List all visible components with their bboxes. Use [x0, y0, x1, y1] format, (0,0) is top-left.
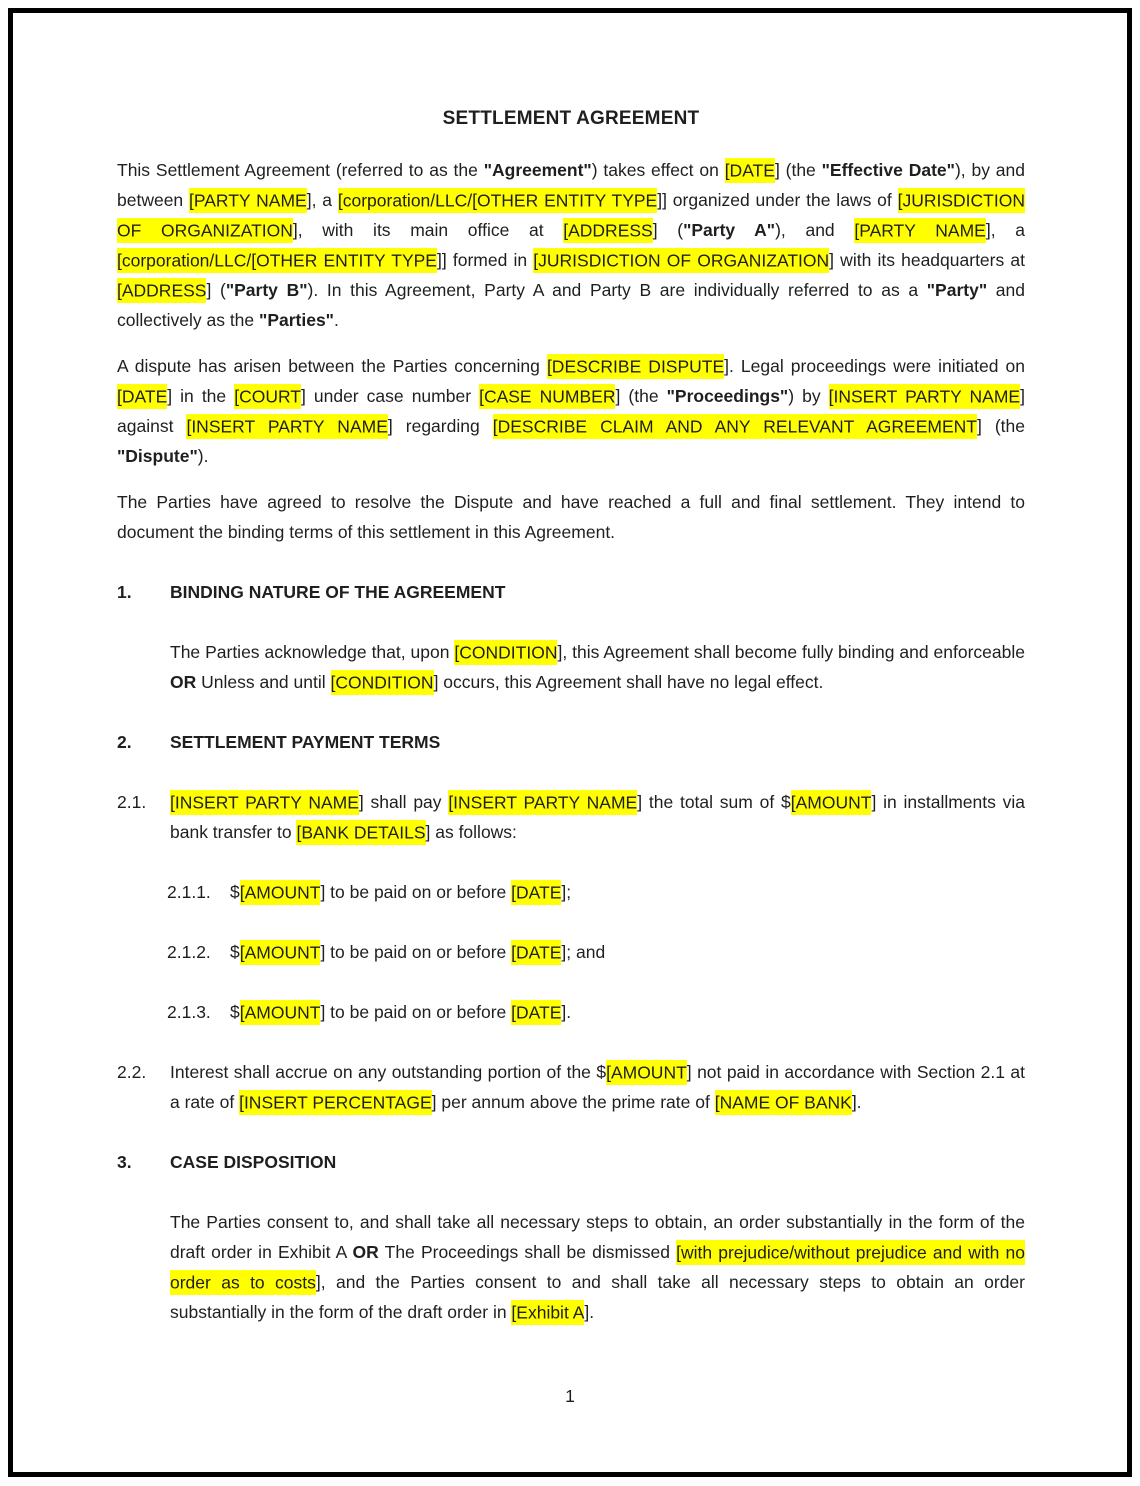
clause-2-1-2-text	[230, 937, 1025, 967]
intro-paragraph	[117, 155, 1025, 335]
text-run: Interest shall accrue on any outstanding portion of the $	[170, 1062, 607, 1082]
clause-2-2-number: 2.2.	[117, 1062, 147, 1082]
document-title: SETTLEMENT AGREEMENT	[442, 108, 700, 129]
clause-2-1-3	[167, 997, 1025, 1027]
text-run: Unless and until	[196, 672, 331, 692]
text-run: ].	[561, 1002, 572, 1022]
bold-text: "Party A"	[683, 220, 776, 240]
text-run: ];	[561, 882, 572, 902]
text-run: ) by	[788, 386, 829, 406]
placeholder-highlight: [JURISDICTION OF ORGANIZATION	[117, 188, 1025, 243]
text-run: ] (the	[976, 416, 1025, 436]
placeholder-highlight: [PARTY NAME	[189, 188, 307, 213]
text-run: $	[230, 942, 240, 962]
dispute-paragraph	[117, 351, 1025, 471]
text-run: $	[230, 1002, 240, 1022]
placeholder-highlight: [INSERT PARTY NAME	[829, 384, 1020, 409]
bold-text: OR	[170, 672, 197, 692]
bold-text: OR	[352, 1242, 379, 1262]
text-run: ], a	[985, 220, 1025, 240]
section-2-title: SETTLEMENT PAYMENT TERMS	[170, 732, 441, 752]
section-1-heading	[117, 577, 1025, 607]
text-run: ].	[584, 1302, 595, 1322]
section-2-number: 2.	[117, 732, 132, 752]
placeholder-highlight: [ADDRESS	[117, 278, 206, 303]
text-run: ] with its headquarters at	[829, 250, 1025, 270]
section-1-title: BINDING NATURE OF THE AGREEMENT	[170, 582, 506, 602]
text-run: ] in installments via bank transfer to	[170, 792, 1026, 842]
text-run: This Settlement Agreement (referred to as the	[117, 160, 484, 180]
placeholder-highlight: [CONDITION	[454, 640, 557, 665]
text-run: ).	[197, 446, 209, 466]
text-run: ] (the	[774, 160, 822, 180]
text-run: .	[333, 310, 339, 330]
clause-2-1-3-text	[230, 997, 1025, 1027]
clause-2-1-1-number: 2.1.1.	[167, 882, 211, 902]
text-run: ) takes effect on	[591, 160, 725, 180]
clause-2-2	[117, 1057, 1025, 1117]
placeholder-highlight: [INSERT PARTY NAME	[448, 790, 637, 815]
text-run: ] per annum above the prime rate of	[431, 1092, 715, 1112]
bold-text: "Agreement"	[483, 160, 592, 180]
placeholder-highlight: [AMOUNT	[240, 940, 321, 965]
placeholder-highlight: [DATE	[511, 880, 561, 905]
text-run: The Parties consent to, and shall take all necessary steps to obtain, an order substantially in the form of the draft order in Exhibit A	[170, 1212, 1025, 1262]
text-run: ]; and	[561, 942, 606, 962]
bold-text: "Party B"	[225, 280, 308, 300]
text-run: ] in the	[167, 386, 235, 406]
clause-2-1-1	[167, 877, 1025, 907]
placeholder-highlight: [with prejudice/without prejudice and with no order as to costs	[170, 1240, 1025, 1295]
placeholder-highlight: [DATE	[725, 158, 775, 183]
placeholder-highlight: [corporation/LLC/[OTHER ENTITY TYPE	[117, 248, 437, 273]
section-3-title: CASE DISPOSITION	[170, 1152, 337, 1172]
section-2-heading	[117, 727, 1025, 757]
placeholder-highlight: [INSERT PARTY NAME	[186, 414, 387, 439]
bold-text: "Parties"	[259, 310, 334, 330]
section-1-number: 1.	[117, 582, 132, 602]
placeholder-highlight: [JURISDICTION OF ORGANIZATION	[533, 248, 829, 273]
placeholder-highlight: [CASE NUMBER	[479, 384, 615, 409]
text-run: ] regarding	[387, 416, 493, 436]
text-run: $	[230, 882, 240, 902]
text-run: The Parties have agreed to resolve the Dispute and have reached a full and final settlement. They intend to document the binding terms of this settlement in this Agreement.	[117, 492, 1025, 542]
text-run: ].	[851, 1092, 862, 1112]
placeholder-highlight: [ADDRESS	[563, 218, 652, 243]
bold-text: "Dispute"	[117, 446, 198, 466]
text-run: ], a	[306, 190, 338, 210]
placeholder-highlight: [PARTY NAME	[854, 218, 986, 243]
section-1-body	[170, 637, 1025, 697]
placeholder-highlight: [AMOUNT	[606, 1060, 687, 1085]
text-run: ] (	[206, 280, 226, 300]
clause-2-1-2	[167, 937, 1025, 967]
clause-2-2-text	[170, 1057, 1025, 1117]
clause-2-1-3-number: 2.1.3.	[167, 1002, 211, 1022]
placeholder-highlight: [AMOUNT	[240, 1000, 321, 1025]
text-run: ] shall pay	[358, 792, 449, 812]
text-run: ] not paid in accordance with Section 2.1 at a rate of	[170, 1062, 1025, 1112]
placeholder-highlight: [corporation/LLC/[OTHER ENTITY TYPE	[338, 188, 657, 213]
section-3-body	[170, 1207, 1025, 1327]
placeholder-highlight: [DESCRIBE CLAIM AND ANY RELEVANT AGREEMENT	[493, 414, 977, 439]
placeholder-highlight: [DATE	[511, 1000, 561, 1025]
placeholder-highlight: [INSERT PERCENTAGE	[239, 1090, 432, 1115]
clause-2-1-number: 2.1.	[117, 792, 147, 812]
text-run: A dispute has arisen between the Parties concerning	[117, 356, 547, 376]
text-run: ] (the	[615, 386, 667, 406]
placeholder-highlight: [NAME OF BANK	[715, 1090, 852, 1115]
text-run: ] (	[652, 220, 684, 240]
text-run: ], this Agreement shall become fully binding and enforceable	[557, 642, 1025, 662]
text-run: ). In this Agreement, Party A and Party B are individually referred to as a	[307, 280, 927, 300]
text-run: The Parties acknowledge that, upon	[170, 642, 455, 662]
text-run: ] against	[117, 386, 1025, 436]
text-run: ], and the Parties consent to and shall take all necessary steps to obtain an order substantially in the form of the draft order in	[170, 1272, 1025, 1322]
text-run: ]] organized under the laws of	[657, 190, 898, 210]
placeholder-highlight: [DESCRIBE DISPUTE	[547, 354, 724, 379]
clause-2-1-text	[170, 787, 1025, 847]
placeholder-highlight: [DATE	[511, 940, 561, 965]
placeholder-highlight: [AMOUNT	[240, 880, 321, 905]
placeholder-highlight: [COURT	[234, 384, 301, 409]
placeholder-highlight: [BANK DETAILS	[296, 820, 425, 845]
text-run: The Proceedings shall be dismissed	[378, 1242, 677, 1262]
section-3-number: 3.	[117, 1152, 132, 1172]
bold-text: "Party"	[926, 280, 988, 300]
placeholder-highlight: [CONDITION	[331, 670, 434, 695]
text-run: ] to be paid on or before	[320, 942, 512, 962]
text-run: ], with its main office at	[292, 220, 564, 240]
text-run: and collectively as the	[117, 280, 1025, 330]
placeholder-highlight: [DATE	[117, 384, 167, 409]
text-run: ] under case number	[300, 386, 480, 406]
text-run: ), by and between	[117, 160, 1025, 210]
bold-text: "Effective Date"	[821, 160, 955, 180]
bold-text: "Proceedings"	[666, 386, 789, 406]
placeholder-highlight: [AMOUNT	[791, 790, 872, 815]
clause-2-1-1-text	[230, 877, 1025, 907]
text-run: ] as follows:	[425, 822, 517, 842]
placeholder-highlight: [INSERT PARTY NAME	[170, 790, 359, 815]
resolution-paragraph	[117, 487, 1025, 547]
text-run: ]. Legal proceedings were initiated on	[724, 356, 1025, 376]
text-run: ]] formed in	[436, 250, 534, 270]
text-run: ] to be paid on or before	[320, 882, 512, 902]
document-content	[117, 0, 1025, 1343]
section-3-heading	[117, 1147, 1025, 1177]
text-run: ] the total sum of $	[637, 792, 791, 812]
text-run: ] to be paid on or before	[320, 1002, 512, 1022]
page-number: 1	[565, 1386, 575, 1406]
text-run: ), and	[775, 220, 855, 240]
placeholder-highlight: [Exhibit A	[511, 1300, 584, 1325]
clause-2-1	[117, 787, 1025, 847]
text-run: ] occurs, this Agreement shall have no legal effect.	[433, 672, 824, 692]
clause-2-1-2-number: 2.1.2.	[167, 942, 211, 962]
